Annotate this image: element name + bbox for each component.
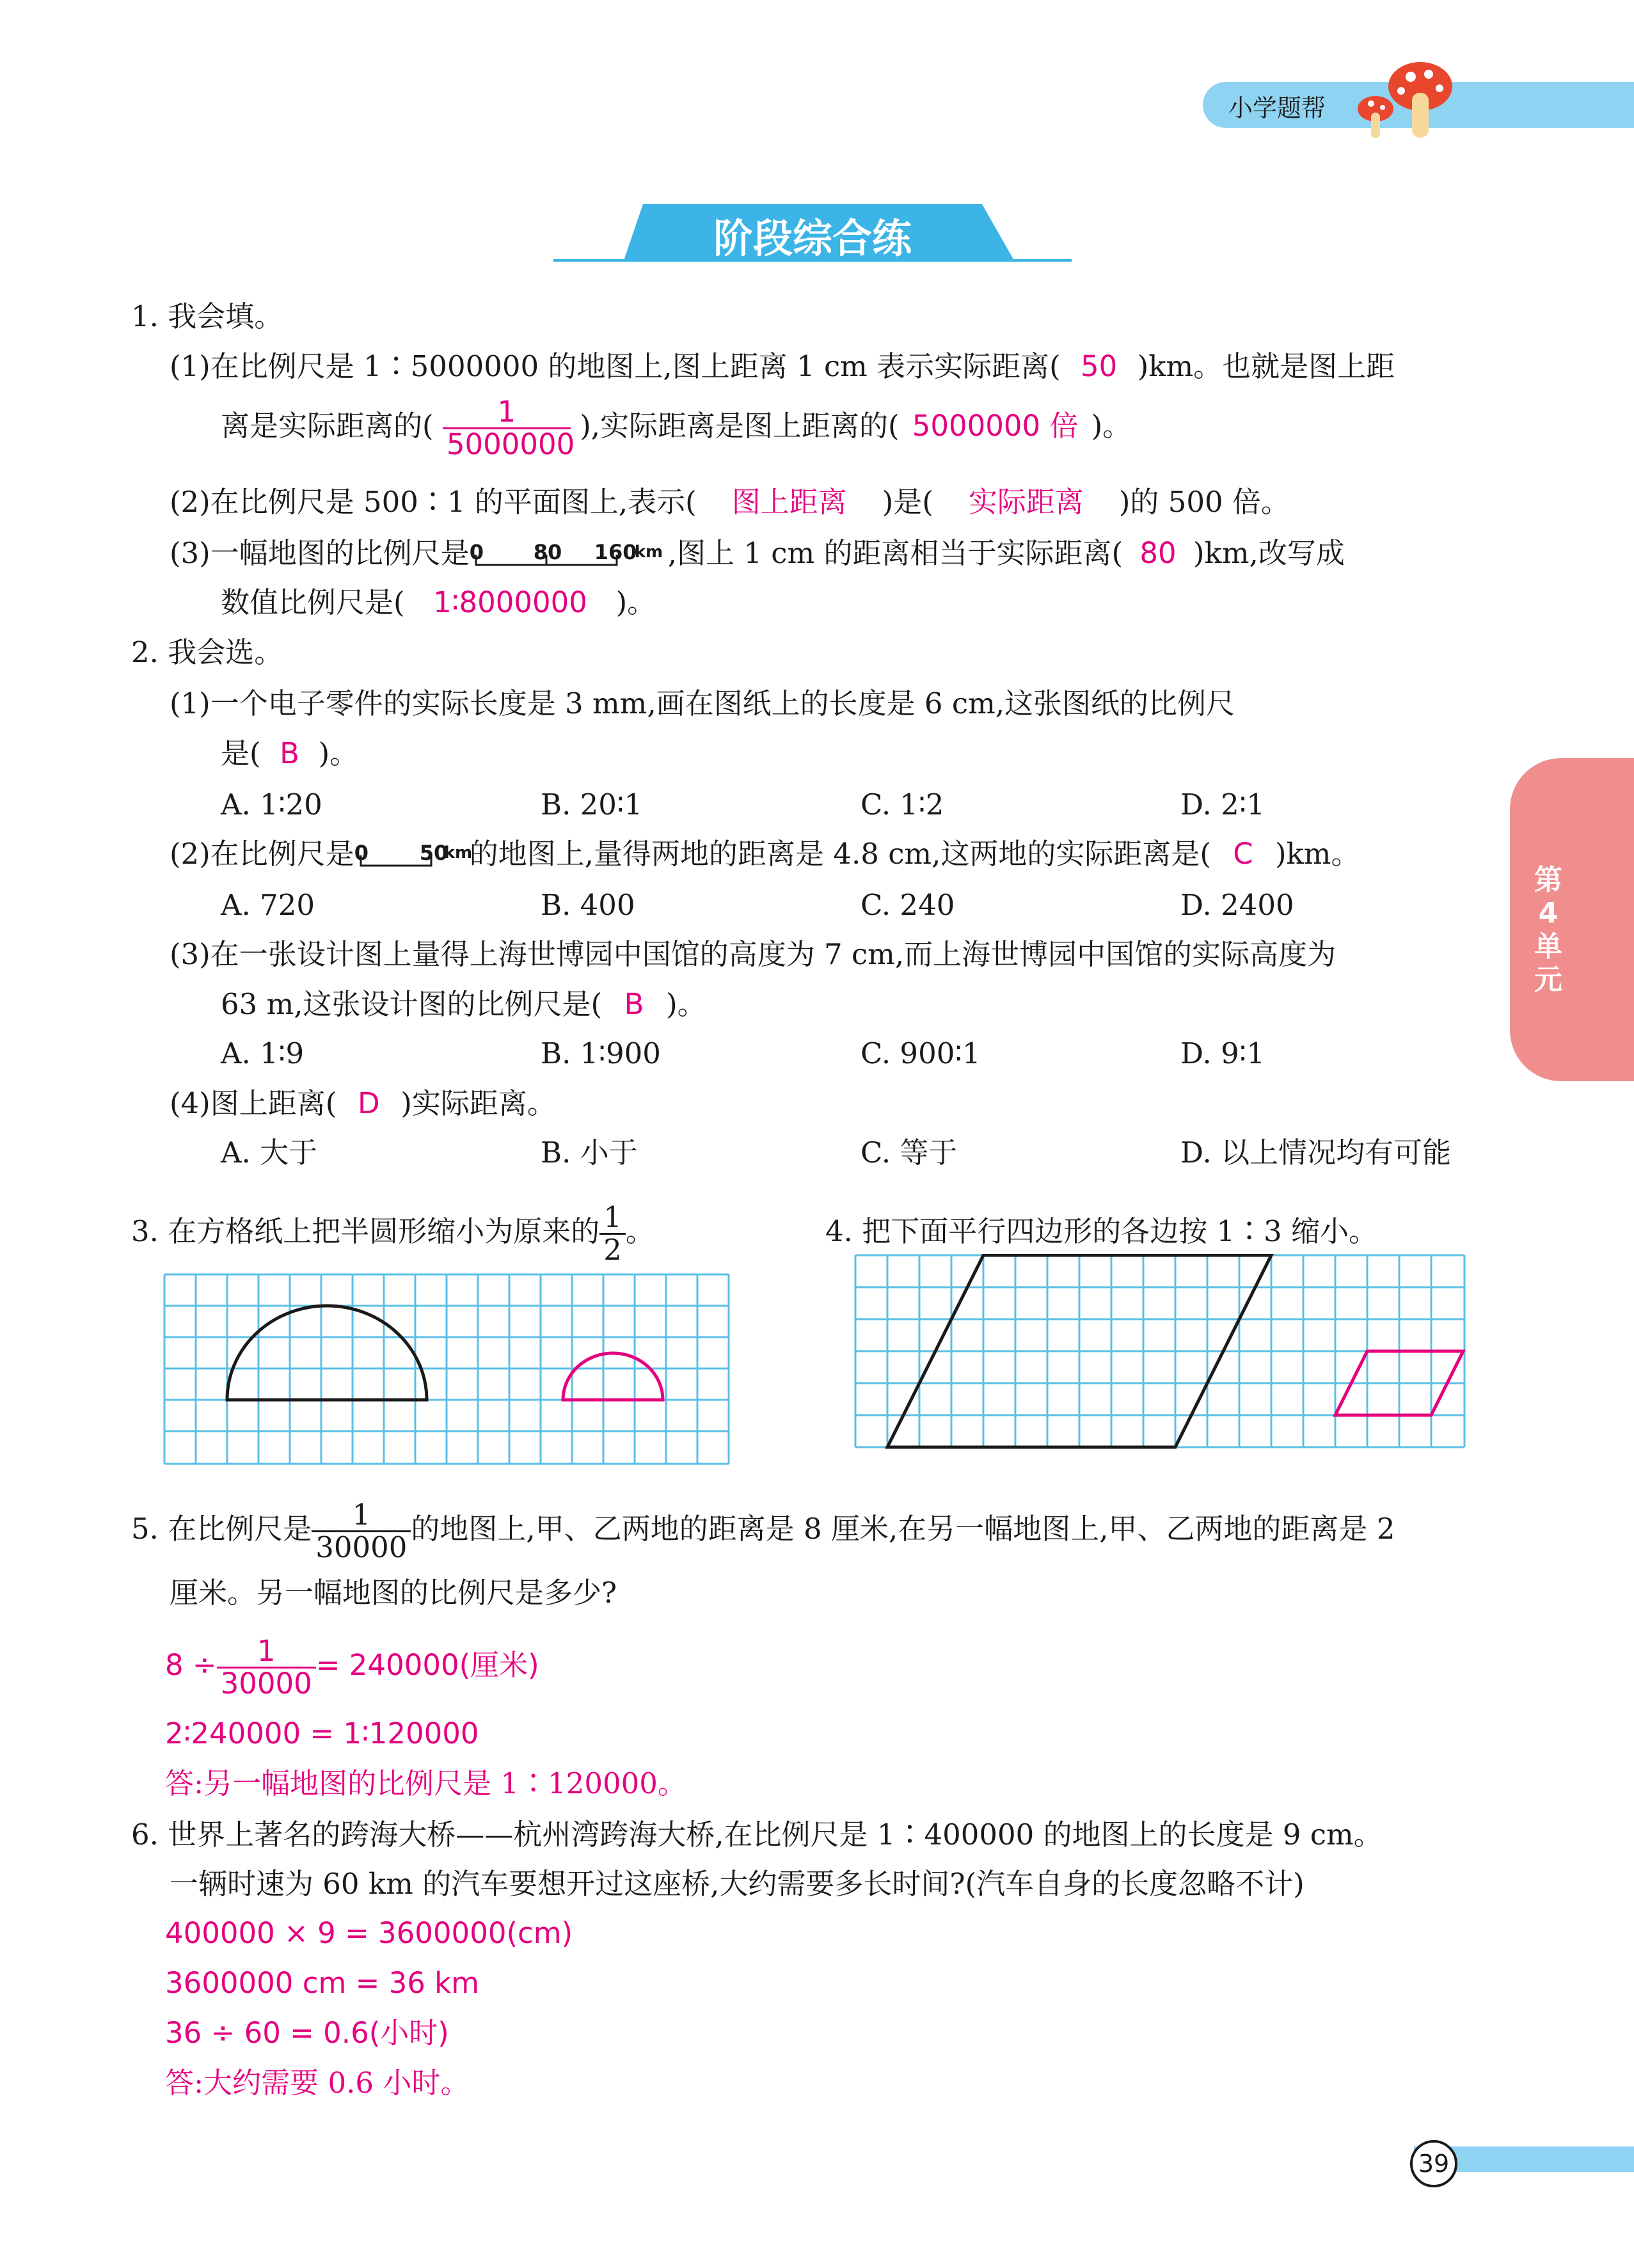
section-title-banner — [553, 202, 1072, 266]
q2-sub3-option-a: A. 1∶9 — [221, 1036, 305, 1070]
answer: 实际距离 — [968, 485, 1084, 519]
q1-part3-line1: (3)一幅地图的比例尺是 0 80 160 km ,图上 1 cm 的距离相当于实际距离( 80 )km,改写成 — [170, 534, 1345, 573]
q2-sub1-option-c: C. 1∶2 — [861, 788, 944, 821]
answer: C — [1233, 837, 1253, 871]
q2-sub4-option-a: A. 大于 — [221, 1136, 318, 1170]
q6-answer: 答:大约需要 0.6 小时。 — [165, 2066, 470, 2100]
original-semicircle — [227, 1306, 427, 1400]
q2-sub3-option-c: C. 900∶1 — [861, 1036, 981, 1070]
q1-heading: 1. 我会填。 — [131, 299, 283, 333]
page-number: 39 — [1410, 2140, 1457, 2187]
line-scale: 0 50 km — [354, 841, 473, 865]
q1-part1-line2: 离是实际距离的( $\frac{1}{5000000}$ ),实际距离是图上距离的( 5000000 倍 )。 — [221, 395, 1132, 461]
q3-text: 3. 在方格纸上把半圆形缩小为原来的 $\frac{1}{2}$ 。 — [131, 1200, 654, 1267]
brand-label: 小学题帮 — [1228, 94, 1326, 122]
q6-line1: 6. 世界上著名的跨海大桥——杭州湾跨海大桥,在比例尺是 1∶400000 的地图上的长度是 9 cm。 — [131, 1818, 1383, 1852]
answer: 图上距离 — [731, 485, 847, 519]
answer: 5000000 倍 — [912, 409, 1079, 443]
q1-part3-line2: 数值比例尺是( 1∶8000000 )。 — [221, 583, 656, 622]
unit-tab-label: 第4单元 — [1534, 864, 1562, 996]
q2-sub1-line1: (1)一个电子零件的实际长度是 3 mm,画在图纸上的长度是 6 cm,这张图纸的比例尺 — [170, 686, 1235, 720]
q2-heading: 2. 我会选。 — [131, 635, 283, 669]
line-scale: 0 80 160 km — [469, 540, 663, 564]
answer: 1∶8000000 — [433, 585, 587, 619]
q1-part2: (2)在比例尺是 500∶1 的平面图上,表示( 图上距离 )是( 实际距离 )的 500 倍。 — [170, 483, 1290, 521]
q6-solution-step2: 3600000 cm = 36 km — [165, 1966, 480, 2000]
q1-part1-line1: (1)在比例尺是 1∶5000000 的地图上,图上距离 1 cm 表示实际距离( 50 )km。也就是图上距 — [170, 347, 1395, 386]
q2-sub3-option-d: D. 9∶1 — [1180, 1036, 1265, 1070]
q2-sub2-option-c: C. 240 — [861, 888, 955, 922]
q2-sub4-option-d: D. 以上情况均有可能 — [1180, 1136, 1452, 1170]
q2-sub4-option-c: C. 等于 — [861, 1136, 958, 1170]
q6-solution-step3: 36 ÷ 60 = 0.6(小时) — [165, 2016, 449, 2050]
q2-sub4-line1: (4)图上距离( D )实际距离。 — [170, 1084, 556, 1123]
answer: B — [624, 987, 644, 1021]
q2-sub2-option-d: D. 2400 — [1180, 888, 1294, 922]
q2-sub2-option-a: A. 720 — [221, 888, 315, 922]
q2-sub3-line1: (3)在一张设计图上量得上海世博园中国馆的高度为 7 cm,而上海世博园中国馆的实际高度为 — [170, 937, 1337, 971]
fraction: $\frac{1}{30000}$ — [217, 1636, 316, 1699]
q2-sub1-option-d: D. 2∶1 — [1180, 788, 1265, 821]
answer: B — [280, 736, 299, 770]
mushroom-icon — [1353, 58, 1462, 147]
answer: 80 — [1139, 536, 1177, 570]
page-title: 阶段综合练 — [713, 215, 912, 262]
reduced-semicircle — [563, 1353, 663, 1400]
answer: D — [357, 1086, 380, 1120]
q2-sub1-line2: 是( B )。 — [221, 734, 358, 773]
q5-solution-step1: 8 ÷ $\frac{1}{30000}$ = 240000(厘米) — [165, 1633, 539, 1701]
q2-sub1-option-b: B. 20∶1 — [541, 788, 643, 821]
q2-sub1-option-a: A. 1∶20 — [221, 788, 322, 821]
q2-sub3-line2: 63 m,这张设计图的比例尺是( B )。 — [221, 985, 706, 1024]
q5-solution-step2: 2∶240000 = 1∶120000 — [165, 1717, 479, 1750]
q2-sub2-option-b: B. 400 — [541, 888, 635, 922]
q5-line2: 厘米。另一幅地图的比例尺是多少? — [170, 1576, 617, 1610]
fraction: $\frac{1}{2}$ — [599, 1202, 626, 1265]
q2-sub2-line1: (2)在比例尺是 0 50 km 的地图上,量得两地的距离是 4.8 cm,这两地的实际距离是( C )km。 — [170, 835, 1360, 873]
fraction: $\frac{1}{30000}$ — [312, 1500, 411, 1563]
q4-grid — [854, 1254, 1468, 1459]
q2-sub4-option-b: B. 小于 — [541, 1136, 638, 1170]
q6-line2: 一辆时速为 60 km 的汽车要想开过这座桥,大约需要多长时间?(汽车自身的长度忽略不计) — [170, 1867, 1305, 1901]
q6-solution-step1: 400000 × 9 = 3600000(cm) — [165, 1916, 573, 1950]
q3-grid — [163, 1273, 733, 1471]
q5-answer: 答:另一幅地图的比例尺是 1∶120000。 — [165, 1766, 686, 1800]
q5-line1: 5. 在比例尺是 $\frac{1}{30000}$ 的地图上,甲、乙两地的距离是 8 厘米,在另一幅地图上,甲、乙两地的距离是 2 — [131, 1498, 1395, 1564]
answer-fraction: $\frac{1}{5000000}$ — [443, 397, 571, 460]
q4-text: 4. 把下面平行四边形的各边按 1∶3 缩小。 — [825, 1214, 1378, 1248]
answer: 50 — [1081, 349, 1118, 383]
q2-sub3-option-b: B. 1∶900 — [541, 1036, 661, 1070]
